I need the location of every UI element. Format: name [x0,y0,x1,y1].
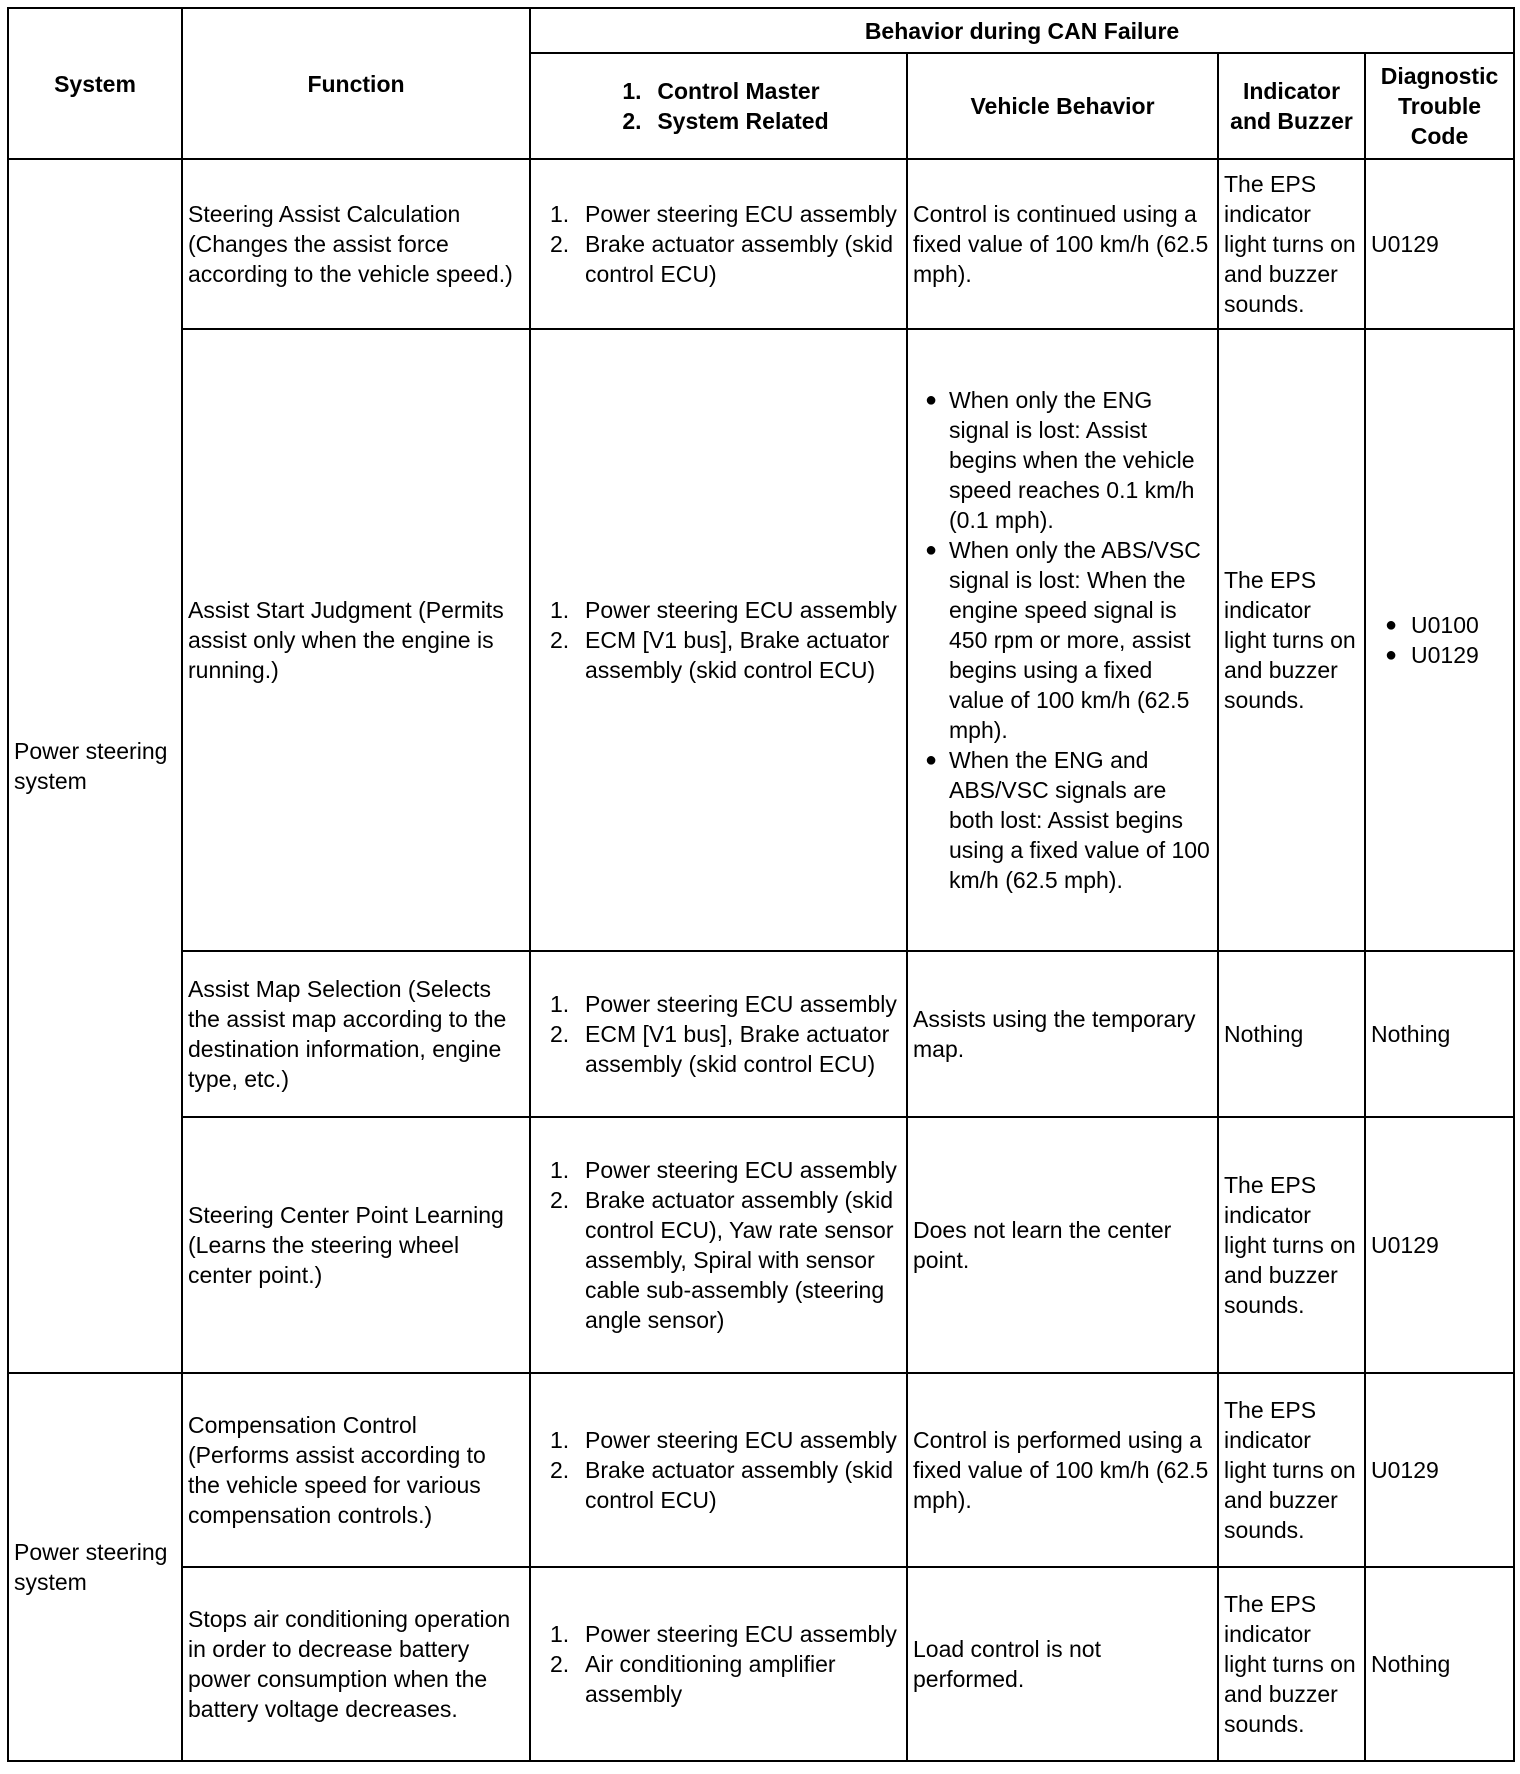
function-cell: Compensation Control (Performs assist according to the vehicle speed for various compensation controls.) [182,1373,530,1567]
bullet-icon: ● [924,389,938,411]
table-row [8,159,1514,329]
related-item: Power steering ECU assembly [585,597,897,623]
behavior-cell: Assists using the temporary map. [907,951,1218,1117]
dtc-cell: Nothing [1365,951,1514,1117]
related-cell: 1. Power steering ECU assembly 2. Brake actuator assembly (skid control ECU) [530,1373,907,1567]
function-cell: Steering Assist Calculation (Changes the assist force according to the vehicle speed.) [182,159,530,329]
function-cell: Assist Start Judgment (Permits assist only when the engine is running.) [182,329,530,951]
indicator-cell: The EPS indicator light turns on and buzzer sounds. [1218,1117,1365,1373]
system-cell: Power steering system [8,159,182,1373]
related-item: ECM [V1 bus], Brake actuator assembly (skid control ECU) [585,627,890,683]
related-cell: 1. Power steering ECU assembly 2. ECM [V1 bus], Brake actuator assembly (skid control ECU) [530,951,907,1117]
related-item: Power steering ECU assembly [585,1427,897,1453]
table-row [8,951,1514,1117]
related-item: ECM [V1 bus], Brake actuator assembly (skid control ECU) [585,1021,890,1077]
related-cell: 1. Power steering ECU assembly 2. ECM [V1 bus], Brake actuator assembly (skid control ECU) [530,329,907,951]
dtc-cell: Nothing [1365,1567,1514,1761]
header-control-master-line: Control Master [657,78,820,104]
header-dtc: Diagnostic Trouble Code [1365,53,1514,159]
behavior-cell: Load control is not performed. [907,1567,1218,1761]
table-row [8,1117,1514,1373]
table-row [8,1373,1514,1567]
bullet-icon: ● [924,539,938,561]
bullet-icon: ● [1384,614,1398,636]
behavior-cell: Does not learn the center point. [907,1117,1218,1373]
behavior-cell: Control is continued using a fixed value of 100 km/h (62.5 mph). [907,159,1218,329]
dtc-bullet: U0129 [1411,642,1479,668]
table-row [8,1567,1514,1761]
header-system-related-line: System Related [657,108,829,134]
header-vehicle-behavior: Vehicle Behavior [907,53,1218,159]
header-system: System [8,8,182,159]
function-cell: Assist Map Selection (Selects the assist map according to the destination information, engine type, etc.) [182,951,530,1117]
related-item: Brake actuator assembly (skid control ECU) [585,1457,894,1513]
indicator-cell: The EPS indicator light turns on and buzzer sounds. [1218,1373,1365,1567]
table-row [8,329,1514,951]
related-item: Power steering ECU assembly [585,991,897,1017]
header-control-master-list: 1. Control Master 2. System Related [622,78,829,134]
related-item: Air conditioning amplifier assembly [585,1651,836,1707]
related-item: Power steering ECU assembly [585,201,897,227]
header-control-master [530,53,907,159]
header-behavior-group: Behavior during CAN Failure [530,8,1514,53]
system-cell: Power steering system [8,1373,182,1761]
indicator-cell: The EPS indicator light turns on and buzzer sounds. [1218,329,1365,951]
behavior-cell [907,329,1218,951]
bullet-icon: ● [1384,644,1398,666]
dtc-bullet: U0100 [1411,612,1479,638]
indicator-cell: The EPS indicator light turns on and buzzer sounds. [1218,1567,1365,1761]
header-function: Function [182,8,530,159]
behavior-bullet: When only the ABS/VSC signal is lost: When the engine speed signal is 450 rpm or more, assist begins using a fixed value of 100 km/h (62.5 mph). [949,537,1201,743]
indicator-cell: Nothing [1218,951,1365,1117]
dtc-cell: U0129 [1365,1117,1514,1373]
related-item: Power steering ECU assembly [585,1157,897,1183]
dtc-cell: U0129 [1365,1373,1514,1567]
related-cell: 1. Power steering ECU assembly 2. Air conditioning amplifier assembly [530,1567,907,1761]
dtc-cell: U0129 [1365,159,1514,329]
indicator-cell: The EPS indicator light turns on and buzzer sounds. [1218,159,1365,329]
related-cell: 1. Power steering ECU assembly 2. Brake actuator assembly (skid control ECU) [530,159,907,329]
related-item: Brake actuator assembly (skid control ECU) [585,231,894,287]
related-item: Brake actuator assembly (skid control ECU), Yaw rate sensor assembly, Spiral with sensor cable sub-assembly (steering angle sensor) [585,1187,894,1333]
function-cell: Stops air conditioning operation in order to decrease battery power consumption when the battery voltage decreases. [182,1567,530,1761]
behavior-bullet: When the ENG and ABS/VSC signals are both lost: Assist begins using a fixed value of 100 km/h (62.5 mph). [949,747,1210,893]
header-row-1 [8,8,1514,53]
bullet-icon: ● [924,749,938,771]
behavior-cell: Control is performed using a fixed value of 100 km/h (62.5 mph). [907,1373,1218,1567]
dtc-cell [1365,329,1514,951]
related-cell: 1. Power steering ECU assembly 2. Brake actuator assembly (skid control ECU), Yaw rate sensor assembly, Spiral with sensor cable sub-assembly (steering angle sensor) [530,1117,907,1373]
can-failure-table [7,7,1515,1762]
related-item: Power steering ECU assembly [585,1621,897,1647]
function-cell: Steering Center Point Learning (Learns the steering wheel center point.) [182,1117,530,1373]
behavior-bullet: When only the ENG signal is lost: Assist begins when the vehicle speed reaches 0.1 km/h (0.1 mph). [949,387,1195,533]
header-indicator-buzzer: Indicator and Buzzer [1218,53,1365,159]
